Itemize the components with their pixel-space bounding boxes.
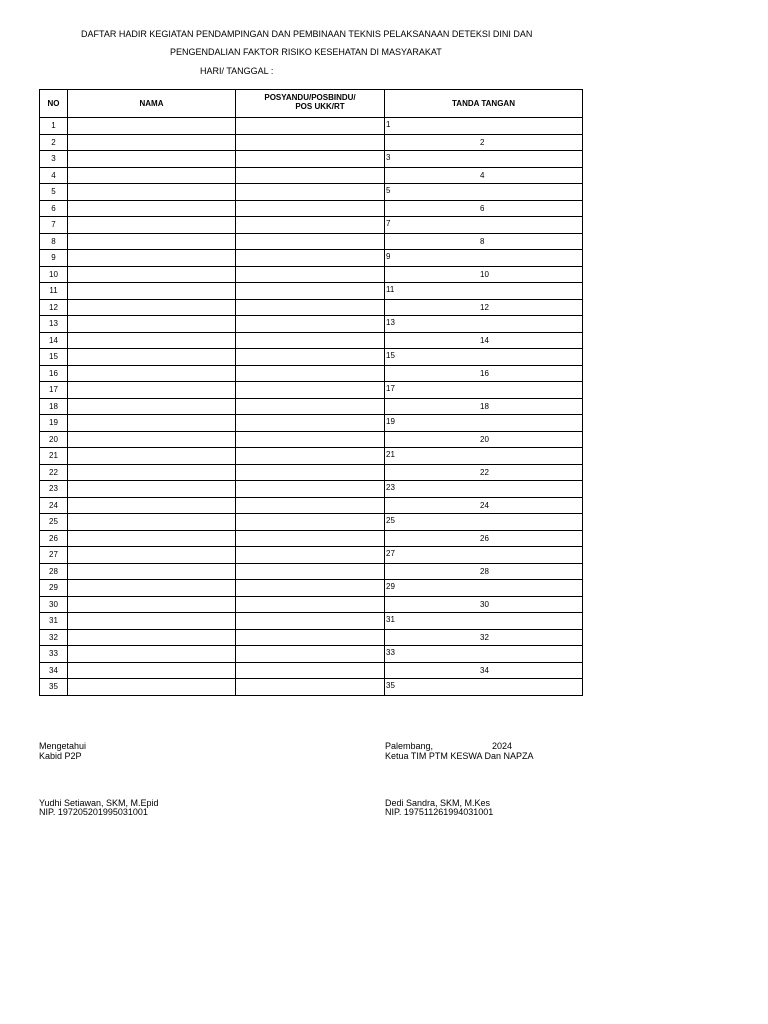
name-cell[interactable] [68, 398, 236, 415]
signature-number: 5 [386, 186, 391, 195]
name-cell[interactable] [68, 580, 236, 597]
row-number: 5 [40, 184, 68, 201]
signature-number: 2 [480, 137, 485, 147]
attendance-table [39, 89, 583, 696]
row-number: 22 [40, 464, 68, 481]
name-cell[interactable] [68, 629, 236, 646]
signature-number: 14 [480, 335, 489, 345]
signature-number: 9 [386, 252, 391, 261]
signature-cell[interactable] [385, 200, 583, 217]
table-row [40, 530, 583, 547]
right-signer-title: Ketua TIM PTM KESWA Dan NAPZA [385, 751, 534, 761]
signature-number: 34 [480, 665, 489, 675]
table-row [40, 200, 583, 217]
name-cell[interactable] [68, 382, 236, 399]
posyandu-cell[interactable] [236, 382, 385, 399]
posyandu-cell[interactable] [236, 547, 385, 564]
name-cell[interactable] [68, 448, 236, 465]
table-row [40, 233, 583, 250]
signature-cell[interactable] [385, 497, 583, 514]
signature-number: 17 [386, 384, 395, 393]
signature-number: 26 [480, 533, 489, 543]
name-cell[interactable] [68, 596, 236, 613]
signature-cell[interactable] [385, 184, 583, 201]
posyandu-cell[interactable] [236, 134, 385, 151]
signature-cell[interactable] [385, 332, 583, 349]
signature-number: 11 [386, 285, 395, 294]
signature-cell[interactable] [385, 530, 583, 547]
signature-number: 7 [386, 219, 391, 228]
table-row [40, 431, 583, 448]
posyandu-cell[interactable] [236, 266, 385, 283]
signature-cell[interactable] [385, 233, 583, 250]
row-number: 24 [40, 497, 68, 514]
table-row [40, 514, 583, 531]
signature-number: 10 [480, 269, 489, 279]
signature-cell[interactable] [385, 629, 583, 646]
row-number: 33 [40, 646, 68, 663]
posyandu-cell[interactable] [236, 332, 385, 349]
signature-cell[interactable] [385, 250, 583, 267]
signature-number: 8 [480, 236, 485, 246]
posyandu-cell[interactable] [236, 118, 385, 135]
posyandu-cell[interactable] [236, 530, 385, 547]
row-number: 35 [40, 679, 68, 696]
signature-cell[interactable] [385, 283, 583, 300]
column-header-posyandu [236, 90, 385, 118]
name-cell[interactable] [68, 497, 236, 514]
signature-cell[interactable] [385, 547, 583, 564]
row-number: 13 [40, 316, 68, 333]
posyandu-cell[interactable] [236, 250, 385, 267]
table-row [40, 217, 583, 234]
row-number: 1 [40, 118, 68, 135]
posyandu-cell[interactable] [236, 167, 385, 184]
name-cell[interactable] [68, 530, 236, 547]
name-cell[interactable] [68, 250, 236, 267]
name-cell[interactable] [68, 266, 236, 283]
table-row [40, 596, 583, 613]
signature-cell[interactable] [385, 398, 583, 415]
acknowledged-label: Mengetahui [39, 741, 87, 751]
row-number: 11 [40, 283, 68, 300]
signature-cell[interactable] [385, 464, 583, 481]
posyandu-cell[interactable] [236, 299, 385, 316]
signature-number: 16 [480, 368, 489, 378]
table-row [40, 398, 583, 415]
signature-cell[interactable] [385, 217, 583, 234]
signature-cell[interactable] [385, 514, 583, 531]
row-number: 19 [40, 415, 68, 432]
table-row [40, 679, 583, 696]
posyandu-cell[interactable] [236, 448, 385, 465]
posyandu-cell[interactable] [236, 217, 385, 234]
right-signer-name: Dedi Sandra, SKM, M.Kes [385, 798, 491, 808]
posyandu-cell[interactable] [236, 563, 385, 580]
signature-cell[interactable] [385, 613, 583, 630]
signature-number: 23 [386, 483, 395, 492]
signature-cell[interactable] [385, 448, 583, 465]
signature-number: 15 [386, 351, 395, 360]
signature-number: 27 [386, 549, 395, 558]
row-number: 6 [40, 200, 68, 217]
signature-cell[interactable] [385, 266, 583, 283]
row-number: 29 [40, 580, 68, 597]
row-number: 30 [40, 596, 68, 613]
posyandu-cell[interactable] [236, 415, 385, 432]
column-header-nama: NAMA [68, 90, 236, 118]
signature-number: 6 [480, 203, 485, 213]
name-cell[interactable] [68, 646, 236, 663]
signature-number: 3 [386, 153, 391, 162]
row-number: 20 [40, 431, 68, 448]
signature-number: 1 [386, 120, 391, 129]
signature-number: 4 [480, 170, 485, 180]
posyandu-cell[interactable] [236, 596, 385, 613]
row-number: 2 [40, 134, 68, 151]
posyandu-cell[interactable] [236, 200, 385, 217]
table-row [40, 134, 583, 151]
posyandu-cell[interactable] [236, 184, 385, 201]
signature-number: 12 [480, 302, 489, 312]
signature-cell[interactable] [385, 151, 583, 168]
signature-number: 33 [386, 648, 395, 657]
row-number: 15 [40, 349, 68, 366]
name-cell[interactable] [68, 299, 236, 316]
signature-cell[interactable] [385, 662, 583, 679]
table-row [40, 365, 583, 382]
table-row [40, 316, 583, 333]
name-cell[interactable] [68, 332, 236, 349]
column-header-posyandu-line2: POS UKK/RT [295, 102, 345, 111]
posyandu-cell[interactable] [236, 481, 385, 498]
posyandu-cell[interactable] [236, 316, 385, 333]
signature-number: 25 [386, 516, 395, 525]
signature-number: 35 [386, 681, 395, 690]
name-cell[interactable] [68, 167, 236, 184]
name-cell[interactable] [68, 679, 236, 696]
table-row [40, 299, 583, 316]
name-cell[interactable] [68, 365, 236, 382]
table-row [40, 580, 583, 597]
posyandu-cell[interactable] [236, 629, 385, 646]
posyandu-cell[interactable] [236, 283, 385, 300]
row-number: 28 [40, 563, 68, 580]
table-row [40, 266, 583, 283]
name-cell[interactable] [68, 464, 236, 481]
signature-number: 32 [480, 632, 489, 642]
signature-cell[interactable] [385, 118, 583, 135]
signature-number: 19 [386, 417, 395, 426]
name-cell[interactable] [68, 118, 236, 135]
table-row [40, 629, 583, 646]
year-label: 2024 [492, 741, 513, 751]
table-row [40, 547, 583, 564]
signature-cell[interactable] [385, 646, 583, 663]
table-row [40, 481, 583, 498]
signature-cell[interactable] [385, 431, 583, 448]
table-row [40, 448, 583, 465]
signature-cell[interactable] [385, 563, 583, 580]
table-row [40, 250, 583, 267]
row-number: 8 [40, 233, 68, 250]
row-number: 31 [40, 613, 68, 630]
table-row [40, 184, 583, 201]
row-number: 7 [40, 217, 68, 234]
column-header-tanda-tangan: TANDA TANGAN [385, 90, 583, 118]
name-cell[interactable] [68, 316, 236, 333]
name-cell[interactable] [68, 151, 236, 168]
signature-cell[interactable] [385, 316, 583, 333]
posyandu-cell[interactable] [236, 464, 385, 481]
table-row [40, 613, 583, 630]
row-number: 17 [40, 382, 68, 399]
signature-number: 29 [386, 582, 395, 591]
posyandu-cell[interactable] [236, 613, 385, 630]
row-number: 3 [40, 151, 68, 168]
name-cell[interactable] [68, 233, 236, 250]
row-number: 26 [40, 530, 68, 547]
table-row [40, 662, 583, 679]
row-number: 12 [40, 299, 68, 316]
name-cell[interactable] [68, 217, 236, 234]
signature-cell[interactable] [385, 167, 583, 184]
posyandu-cell[interactable] [236, 398, 385, 415]
row-number: 18 [40, 398, 68, 415]
signature-cell[interactable] [385, 365, 583, 382]
posyandu-cell[interactable] [236, 580, 385, 597]
table-row [40, 118, 583, 135]
posyandu-cell[interactable] [236, 679, 385, 696]
posyandu-cell[interactable] [236, 497, 385, 514]
column-header-posyandu-line1: POSYANDU/POSBINDU/ [264, 93, 356, 102]
document-title-line1: DAFTAR HADIR KEGIATAN PENDAMPINGAN DAN PEMBINAAN TEKNIS PELAKSANAAN DETEKSI DINI DAN [81, 29, 533, 39]
left-signer-title: Kabid P2P [39, 751, 82, 761]
row-number: 14 [40, 332, 68, 349]
signature-number: 30 [480, 599, 489, 609]
signature-number: 13 [386, 318, 395, 327]
row-number: 32 [40, 629, 68, 646]
signature-cell[interactable] [385, 134, 583, 151]
row-number: 4 [40, 167, 68, 184]
table-row [40, 349, 583, 366]
row-number: 27 [40, 547, 68, 564]
name-cell[interactable] [68, 431, 236, 448]
name-cell[interactable] [68, 613, 236, 630]
name-cell[interactable] [68, 134, 236, 151]
signature-number: 20 [480, 434, 489, 444]
row-number: 34 [40, 662, 68, 679]
posyandu-cell[interactable] [236, 431, 385, 448]
table-row [40, 382, 583, 399]
table-row [40, 167, 583, 184]
table-row [40, 646, 583, 663]
table-row [40, 497, 583, 514]
table-row [40, 464, 583, 481]
signature-number: 31 [386, 615, 395, 624]
table-row [40, 283, 583, 300]
row-number: 9 [40, 250, 68, 267]
signature-cell[interactable] [385, 679, 583, 696]
name-cell[interactable] [68, 283, 236, 300]
name-cell[interactable] [68, 415, 236, 432]
posyandu-cell[interactable] [236, 365, 385, 382]
document-title-line2: PENGENDALIAN FAKTOR RISIKO KESEHATAN DI MASYARAKAT [170, 47, 442, 57]
signature-number: 22 [480, 467, 489, 477]
row-number: 25 [40, 514, 68, 531]
left-signer-name: Yudhi Setiawan, SKM, M.Epid [39, 798, 159, 808]
name-cell[interactable] [68, 184, 236, 201]
row-number: 16 [40, 365, 68, 382]
posyandu-cell[interactable] [236, 349, 385, 366]
table-header-row [40, 90, 583, 118]
name-cell[interactable] [68, 547, 236, 564]
posyandu-cell[interactable] [236, 662, 385, 679]
column-header-no: NO [40, 90, 68, 118]
signature-cell[interactable] [385, 299, 583, 316]
posyandu-cell[interactable] [236, 233, 385, 250]
signature-number: 28 [480, 566, 489, 576]
signature-cell[interactable] [385, 596, 583, 613]
row-number: 23 [40, 481, 68, 498]
posyandu-cell[interactable] [236, 646, 385, 663]
name-cell[interactable] [68, 481, 236, 498]
signature-cell[interactable] [385, 580, 583, 597]
date-label: HARI/ TANGGAL : [200, 66, 274, 76]
signature-cell[interactable] [385, 349, 583, 366]
signature-number: 24 [480, 500, 489, 510]
table-row [40, 415, 583, 432]
name-cell[interactable] [68, 662, 236, 679]
name-cell[interactable] [68, 514, 236, 531]
signature-cell[interactable] [385, 382, 583, 399]
name-cell[interactable] [68, 563, 236, 580]
signature-number: 18 [480, 401, 489, 411]
name-cell[interactable] [68, 349, 236, 366]
left-signer-nip: NIP. 197205201995031001 [39, 807, 148, 817]
place-label: Palembang, [385, 741, 434, 751]
row-number: 21 [40, 448, 68, 465]
posyandu-cell[interactable] [236, 151, 385, 168]
posyandu-cell[interactable] [236, 514, 385, 531]
right-signer-nip: NIP. 197511261994031001 [385, 807, 494, 817]
signature-number: 21 [386, 450, 395, 459]
table-row [40, 151, 583, 168]
signature-cell[interactable] [385, 481, 583, 498]
row-number: 10 [40, 266, 68, 283]
signature-cell[interactable] [385, 415, 583, 432]
table-row [40, 563, 583, 580]
name-cell[interactable] [68, 200, 236, 217]
table-row [40, 332, 583, 349]
